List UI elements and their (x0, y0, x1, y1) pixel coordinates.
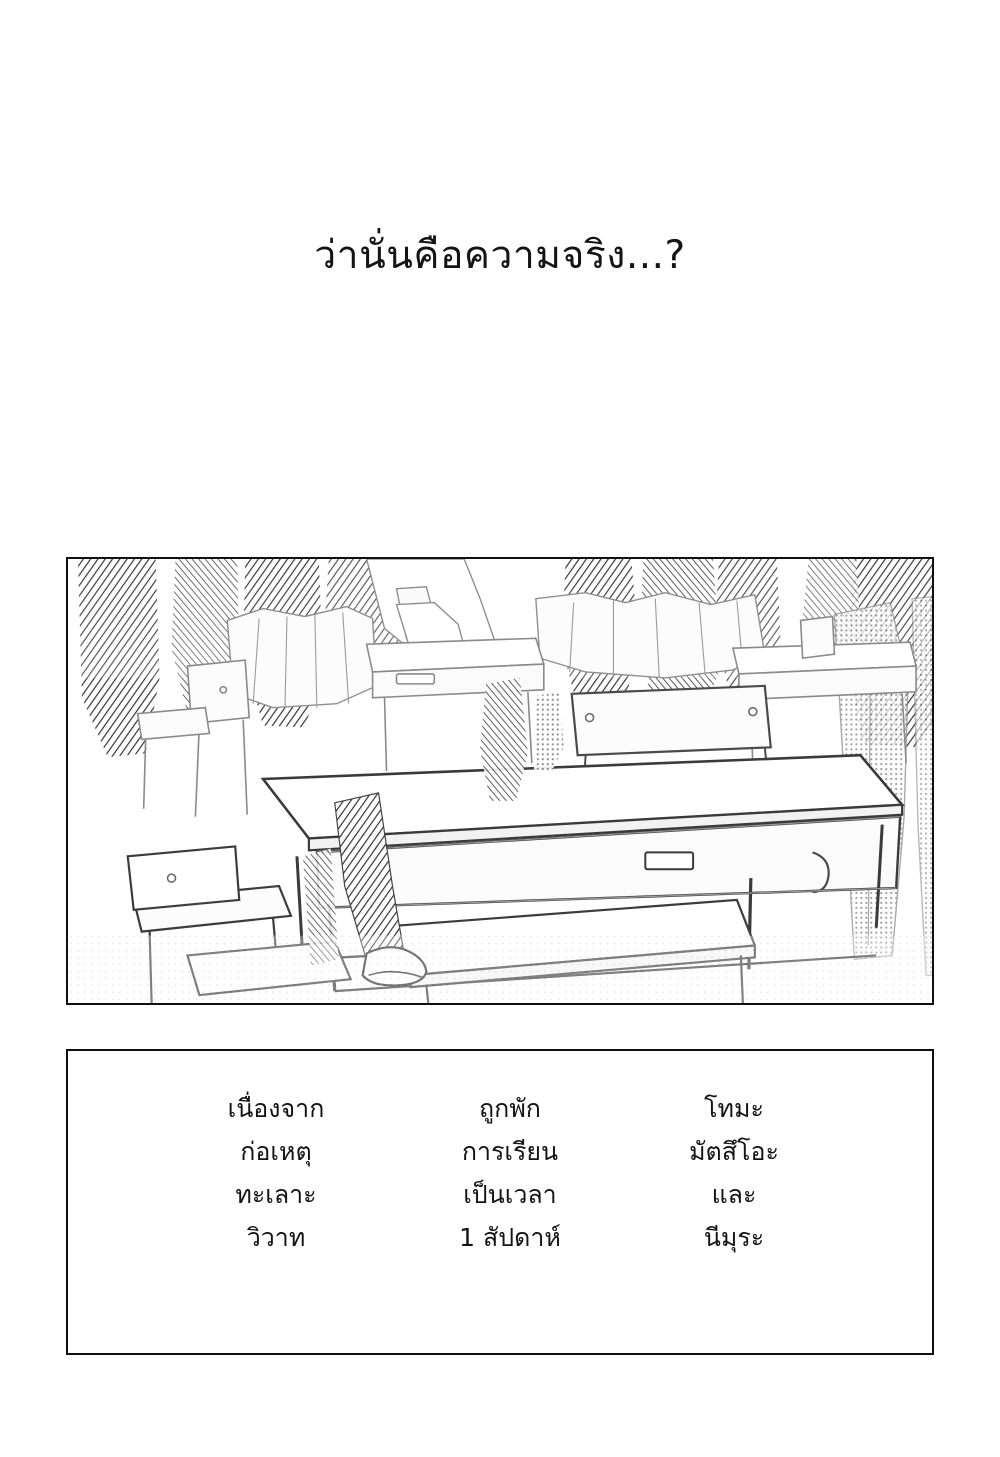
classroom-artwork (68, 559, 932, 1003)
caption-column-1 (161, 1087, 391, 1259)
caption-line: การเรียน (461, 1137, 559, 1166)
caption-line: ถูกพัก (479, 1094, 541, 1123)
classroom-panel (66, 557, 934, 1005)
caption-line: นีมุระ (703, 1223, 765, 1252)
caption-line: มัตสึโอะ (689, 1137, 779, 1166)
caption-box (66, 1049, 934, 1355)
caption-column-2 (391, 1087, 629, 1259)
caption-line: เป็นเวลา (463, 1180, 557, 1209)
caption-line: ทะเลาะ (235, 1180, 317, 1209)
caption-line: โทมะ (704, 1094, 764, 1123)
caption-column-3 (629, 1087, 839, 1259)
caption-line: 1 สัปดาห์ (459, 1223, 561, 1252)
caption-line: วิวาท (246, 1223, 306, 1252)
caption-line: เนื่องจาก (227, 1094, 325, 1123)
caption-line: และ (711, 1180, 757, 1209)
top-narration-text: ว่านั่นคือความจริง...? (314, 233, 686, 278)
caption-columns (68, 1087, 932, 1259)
caption-line: ก่อเหตุ (240, 1137, 312, 1166)
